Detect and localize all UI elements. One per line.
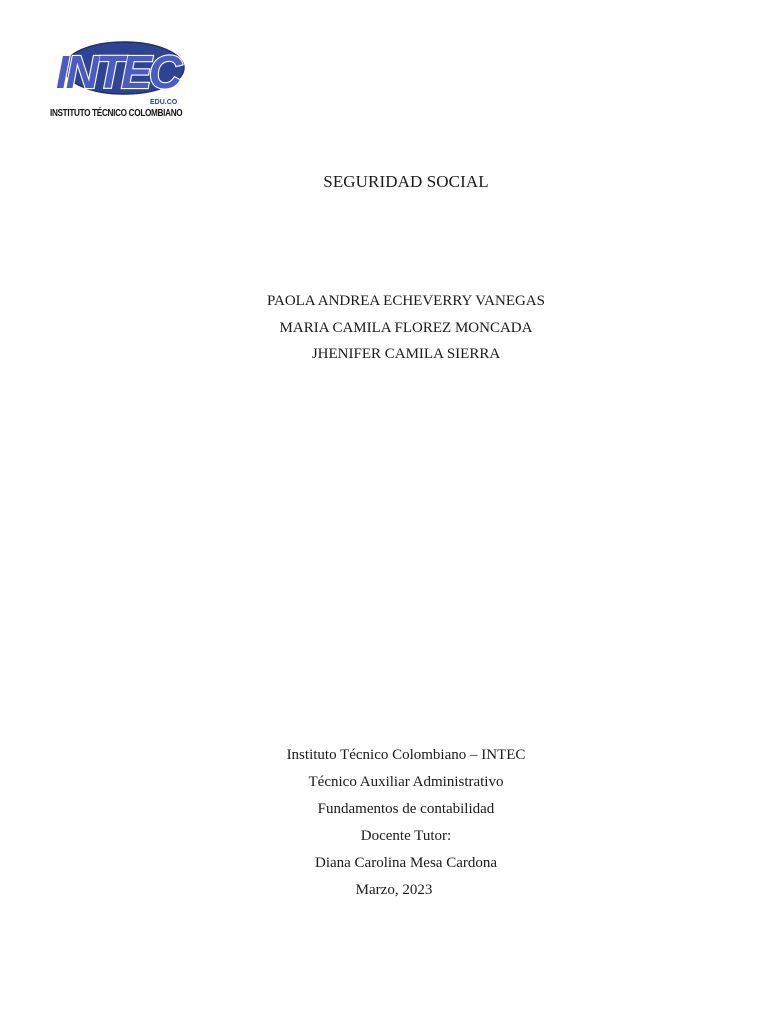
document-date: Marzo, 2023 xyxy=(355,882,433,898)
author-name: JHENIFER CAMILA SIERRA xyxy=(311,346,501,362)
authors-list xyxy=(0,288,768,368)
logo-small-text: EDU.CO xyxy=(150,99,178,106)
tutor-name: Diana Carolina Mesa Cardona xyxy=(314,855,498,871)
author-name: MARIA CAMILA FLOREZ MONCADA xyxy=(279,319,533,336)
logo-caption: INSTITUTO TÉCNICO COLOMBIANO xyxy=(50,108,183,119)
institution-name: Instituto Técnico Colombiano – INTEC xyxy=(286,747,526,763)
author-name: PAOLA ANDREA ECHEVERRY VANEGAS xyxy=(267,293,545,309)
intec-logo-icon xyxy=(48,30,188,110)
program-name: Técnico Auxiliar Administrativo xyxy=(308,774,504,790)
document-title: SEGURIDAD SOCIAL xyxy=(323,172,489,191)
course-name: Fundamentos de contabilidad xyxy=(317,801,495,817)
logo-text: INTEC xyxy=(56,46,179,98)
intec-logo xyxy=(48,30,188,125)
tutor-label: Docente Tutor: xyxy=(360,828,452,844)
document-details xyxy=(0,742,768,904)
